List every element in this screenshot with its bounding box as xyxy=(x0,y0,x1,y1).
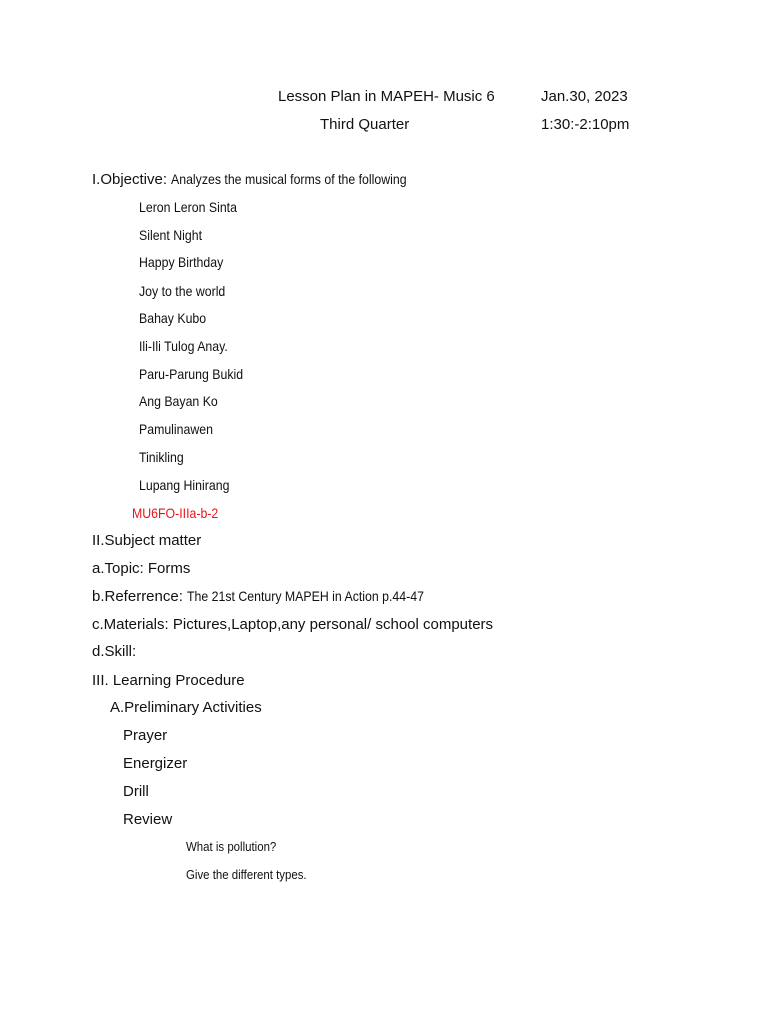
preliminary-activities-heading: A.Preliminary Activities xyxy=(110,699,262,716)
objective-text: Analyzes the musical forms of the following xyxy=(171,171,408,187)
competency-code: MU6FO-IIIa-b-2 xyxy=(132,505,219,521)
song-item: Ili-Ili Tulog Anay. xyxy=(139,338,228,354)
song-item: Paru-Parung Bukid xyxy=(139,366,244,382)
song-item: Bahay Kubo xyxy=(139,310,207,326)
reference-label: b.Referrence: xyxy=(92,588,183,605)
song-item: Lupang Hinirang xyxy=(139,477,230,493)
activity-item: Energizer xyxy=(123,755,188,772)
song-item: Ang Bayan Ko xyxy=(139,393,218,409)
song-item: Happy Birthday xyxy=(139,254,224,270)
lesson-plan-title: Lesson Plan in MAPEH- Music 6 xyxy=(278,88,495,105)
objective-label: I.Objective: xyxy=(92,171,168,188)
learning-procedure-heading: III. Learning Procedure xyxy=(92,672,245,689)
song-item: Leron Leron Sinta xyxy=(139,199,237,215)
lesson-time: 1:30:-2:10pm xyxy=(541,116,630,133)
quarter-label: Third Quarter xyxy=(320,116,410,133)
song-item: Silent Night xyxy=(139,227,203,243)
review-question: Give the different types. xyxy=(186,867,307,882)
activity-item: Prayer xyxy=(123,727,168,744)
activity-item: Drill xyxy=(123,783,149,800)
topic-line: a.Topic: Forms xyxy=(92,560,191,577)
song-item: Pamulinawen xyxy=(139,421,213,437)
skill-line: d.Skill: xyxy=(92,643,137,660)
song-item: Tinikling xyxy=(139,449,184,465)
objective-line xyxy=(92,172,439,188)
materials-line: c.Materials: Pictures,Laptop,any personal/ school computers xyxy=(92,616,494,633)
activity-item: Review xyxy=(123,811,173,828)
lesson-date: Jan.30, 2023 xyxy=(541,88,628,105)
reference-line xyxy=(92,589,457,605)
reference-text: The 21st Century MAPEH in Action p.44-47 xyxy=(187,588,425,604)
review-question: What is pollution? xyxy=(186,839,277,854)
song-item: Joy to the world xyxy=(139,283,226,299)
subject-matter-heading: II.Subject matter xyxy=(92,532,202,549)
